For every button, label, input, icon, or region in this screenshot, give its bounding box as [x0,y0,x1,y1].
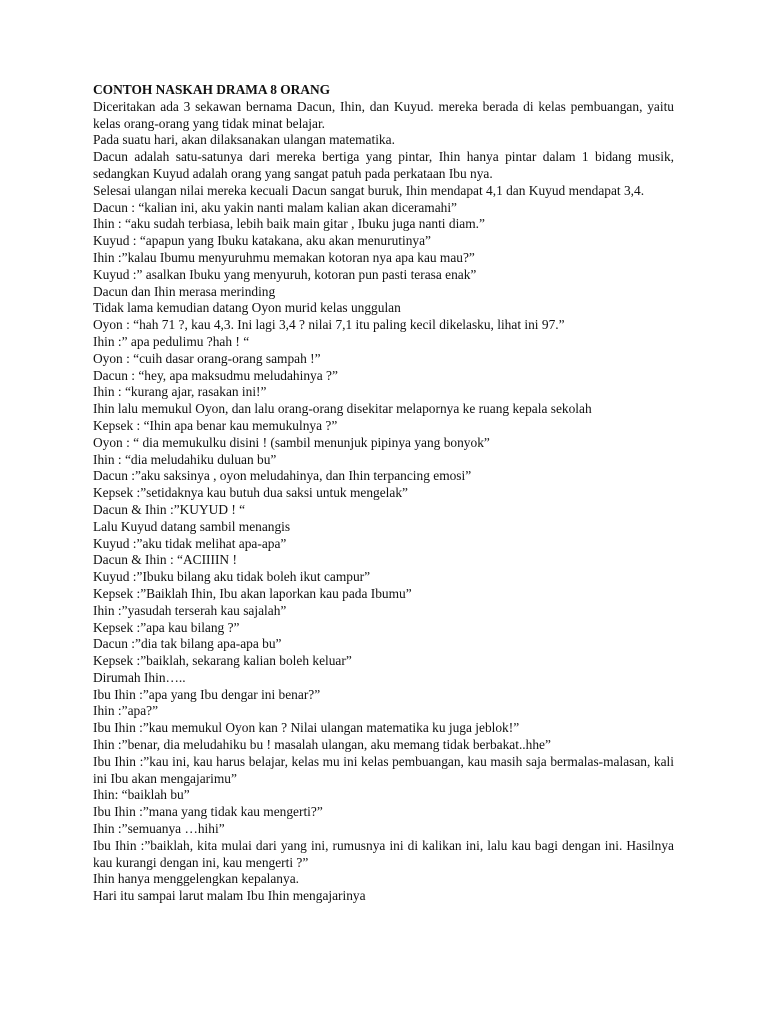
document-paragraph: Dacun dan Ihin merasa merinding [93,283,276,299]
document-paragraph: Dirumah Ihin….. [93,669,186,685]
document-paragraph: Dacun : “kalian ini, aku yakin nanti malam kalian akan diceramahi” [93,199,458,215]
document-paragraph: Ibu Ihin :”baiklah, kita mulai dari yang ini, rumusnya ini di kalikan ini, lalu kau bagi dengan ini. Hasilnya kau kurangi dengan ini, kau mengerti ?” [93,837,674,870]
document-paragraph: Kuyud :” asalkan Ibuku yang menyuruh, kotoran pun pasti terasa enak” [93,266,477,282]
document-paragraph: Ibu Ihin :”kau memukul Oyon kan ? Nilai ulangan matematika ku juga jeblok!” [93,720,520,736]
document-paragraph: Ihin : “kurang ajar, rasakan ini!” [93,384,267,400]
document-paragraph: Ihin : “dia meludahiku duluan bu” [93,451,277,467]
document-paragraph: Tidak lama kemudian datang Oyon murid kelas unggulan [93,300,401,316]
document-paragraph: Kepsek :”Baiklah Ihin, Ibu akan laporkan kau pada Ibumu” [93,585,412,601]
document-paragraph: Kepsek : “Ihin apa benar kau memukulnya ?” [93,417,338,433]
document-page [93,82,674,905]
document-paragraph: Oyon : “cuih dasar orang-orang sampah !” [93,350,321,366]
document-title: CONTOH NASKAH DRAMA 8 ORANG [93,82,331,97]
document-paragraph: Hari itu sampai larut malam Ibu Ihin mengajarinya [93,888,366,904]
document-paragraph: Kuyud :”aku tidak melihat apa-apa” [93,535,287,551]
document-paragraph: Ihin :”benar, dia meludahiku bu ! masalah ulangan, aku memang tidak berbakat..hhe” [93,737,551,753]
document-paragraph: Dacun : “hey, apa maksudmu meludahinya ?” [93,367,338,383]
document-body [93,99,674,905]
document-paragraph: Lalu Kuyud datang sambil menangis [93,518,291,534]
document-paragraph: Dacun & Ihin :”KUYUD ! “ [93,501,246,517]
document-paragraph: Ihin :”semuanya …hihi” [93,821,225,837]
document-paragraph: Dacun :”aku saksinya , oyon meludahinya, dan Ihin terpancing emosi” [93,468,472,484]
document-paragraph: Kepsek :”apa kau bilang ?” [93,619,240,635]
document-paragraph: Kuyud :”Ibuku bilang aku tidak boleh ikut campur” [93,569,371,585]
document-paragraph: Selesai ulangan nilai mereka kecuali Dacun sangat buruk, Ihin mendapat 4,1 dan Kuyud mendapat 3,4. [93,182,645,198]
document-paragraph: Oyon : “hah 71 ?, kau 4,3. Ini lagi 3,4 ? nilai 7,1 itu paling kecil dikelasku, lihat ini 97.” [93,317,565,333]
document-paragraph: Diceritakan ada 3 sekawan bernama Dacun, Ihin, dan Kuyud. mereka berada di kelas pembuangan, yaitu kelas orang-orang yang tidak minat belajar. [93,98,674,131]
document-paragraph: Dacun adalah satu-satunya dari mereka bertiga yang pintar, Ihin hanya pintar dalam 1 bidang musik, sedangkan Kuyud adalah orang yang sangat patuh pada perkataan Ibu nya. [93,149,674,181]
document-paragraph: Ibu Ihin :”apa yang Ibu dengar ini benar?” [93,686,321,702]
document-paragraph: Ihin lalu memukul Oyon, dan lalu orang-orang disekitar melapornya ke ruang kepala sekolah [93,401,592,417]
document-paragraph: Ihin :”kalau Ibumu menyuruhmu memakan kotoran nya apa kau mau?” [93,249,475,265]
document-paragraph: Ibu Ihin :”mana yang tidak kau mengerti?” [93,804,323,820]
document-paragraph: Dacun :”dia tak bilang apa-apa bu” [93,636,282,652]
document-paragraph: Kepsek :”setidaknya kau butuh dua saksi untuk mengelak” [93,485,408,501]
document-paragraph: Ihin: “baiklah bu” [93,787,190,803]
document-paragraph: Ihin :”apa?” [93,703,159,719]
document-paragraph: Ihin hanya menggelengkan kepalanya. [93,871,299,887]
document-paragraph: Ihin :” apa pedulimu ?hah ! “ [93,333,250,349]
document-paragraph: Ihin : “aku sudah terbiasa, lebih baik main gitar , Ibuku juga nanti diam.” [93,216,485,232]
document-paragraph: Pada suatu hari, akan dilaksanakan ulangan matematika. [93,132,395,148]
document-paragraph: Ibu Ihin :”kau ini, kau harus belajar, kelas mu ini kelas pembuangan, kau masih saja bermalas-malasan, kali ini Ibu akan mengajarimu” [93,753,674,786]
document-paragraph: Kepsek :”baiklah, sekarang kalian boleh keluar” [93,653,352,669]
document-paragraph: Oyon : “ dia memukulku disini ! (sambil menunjuk pipinya yang bonyok” [93,434,490,450]
document-paragraph: Ihin :”yasudah terserah kau sajalah” [93,602,287,618]
document-paragraph: Dacun & Ihin : “ACIIIIN ! [93,552,237,568]
document-paragraph: Kuyud : “apapun yang Ibuku katakana, aku akan menurutinya” [93,233,431,249]
